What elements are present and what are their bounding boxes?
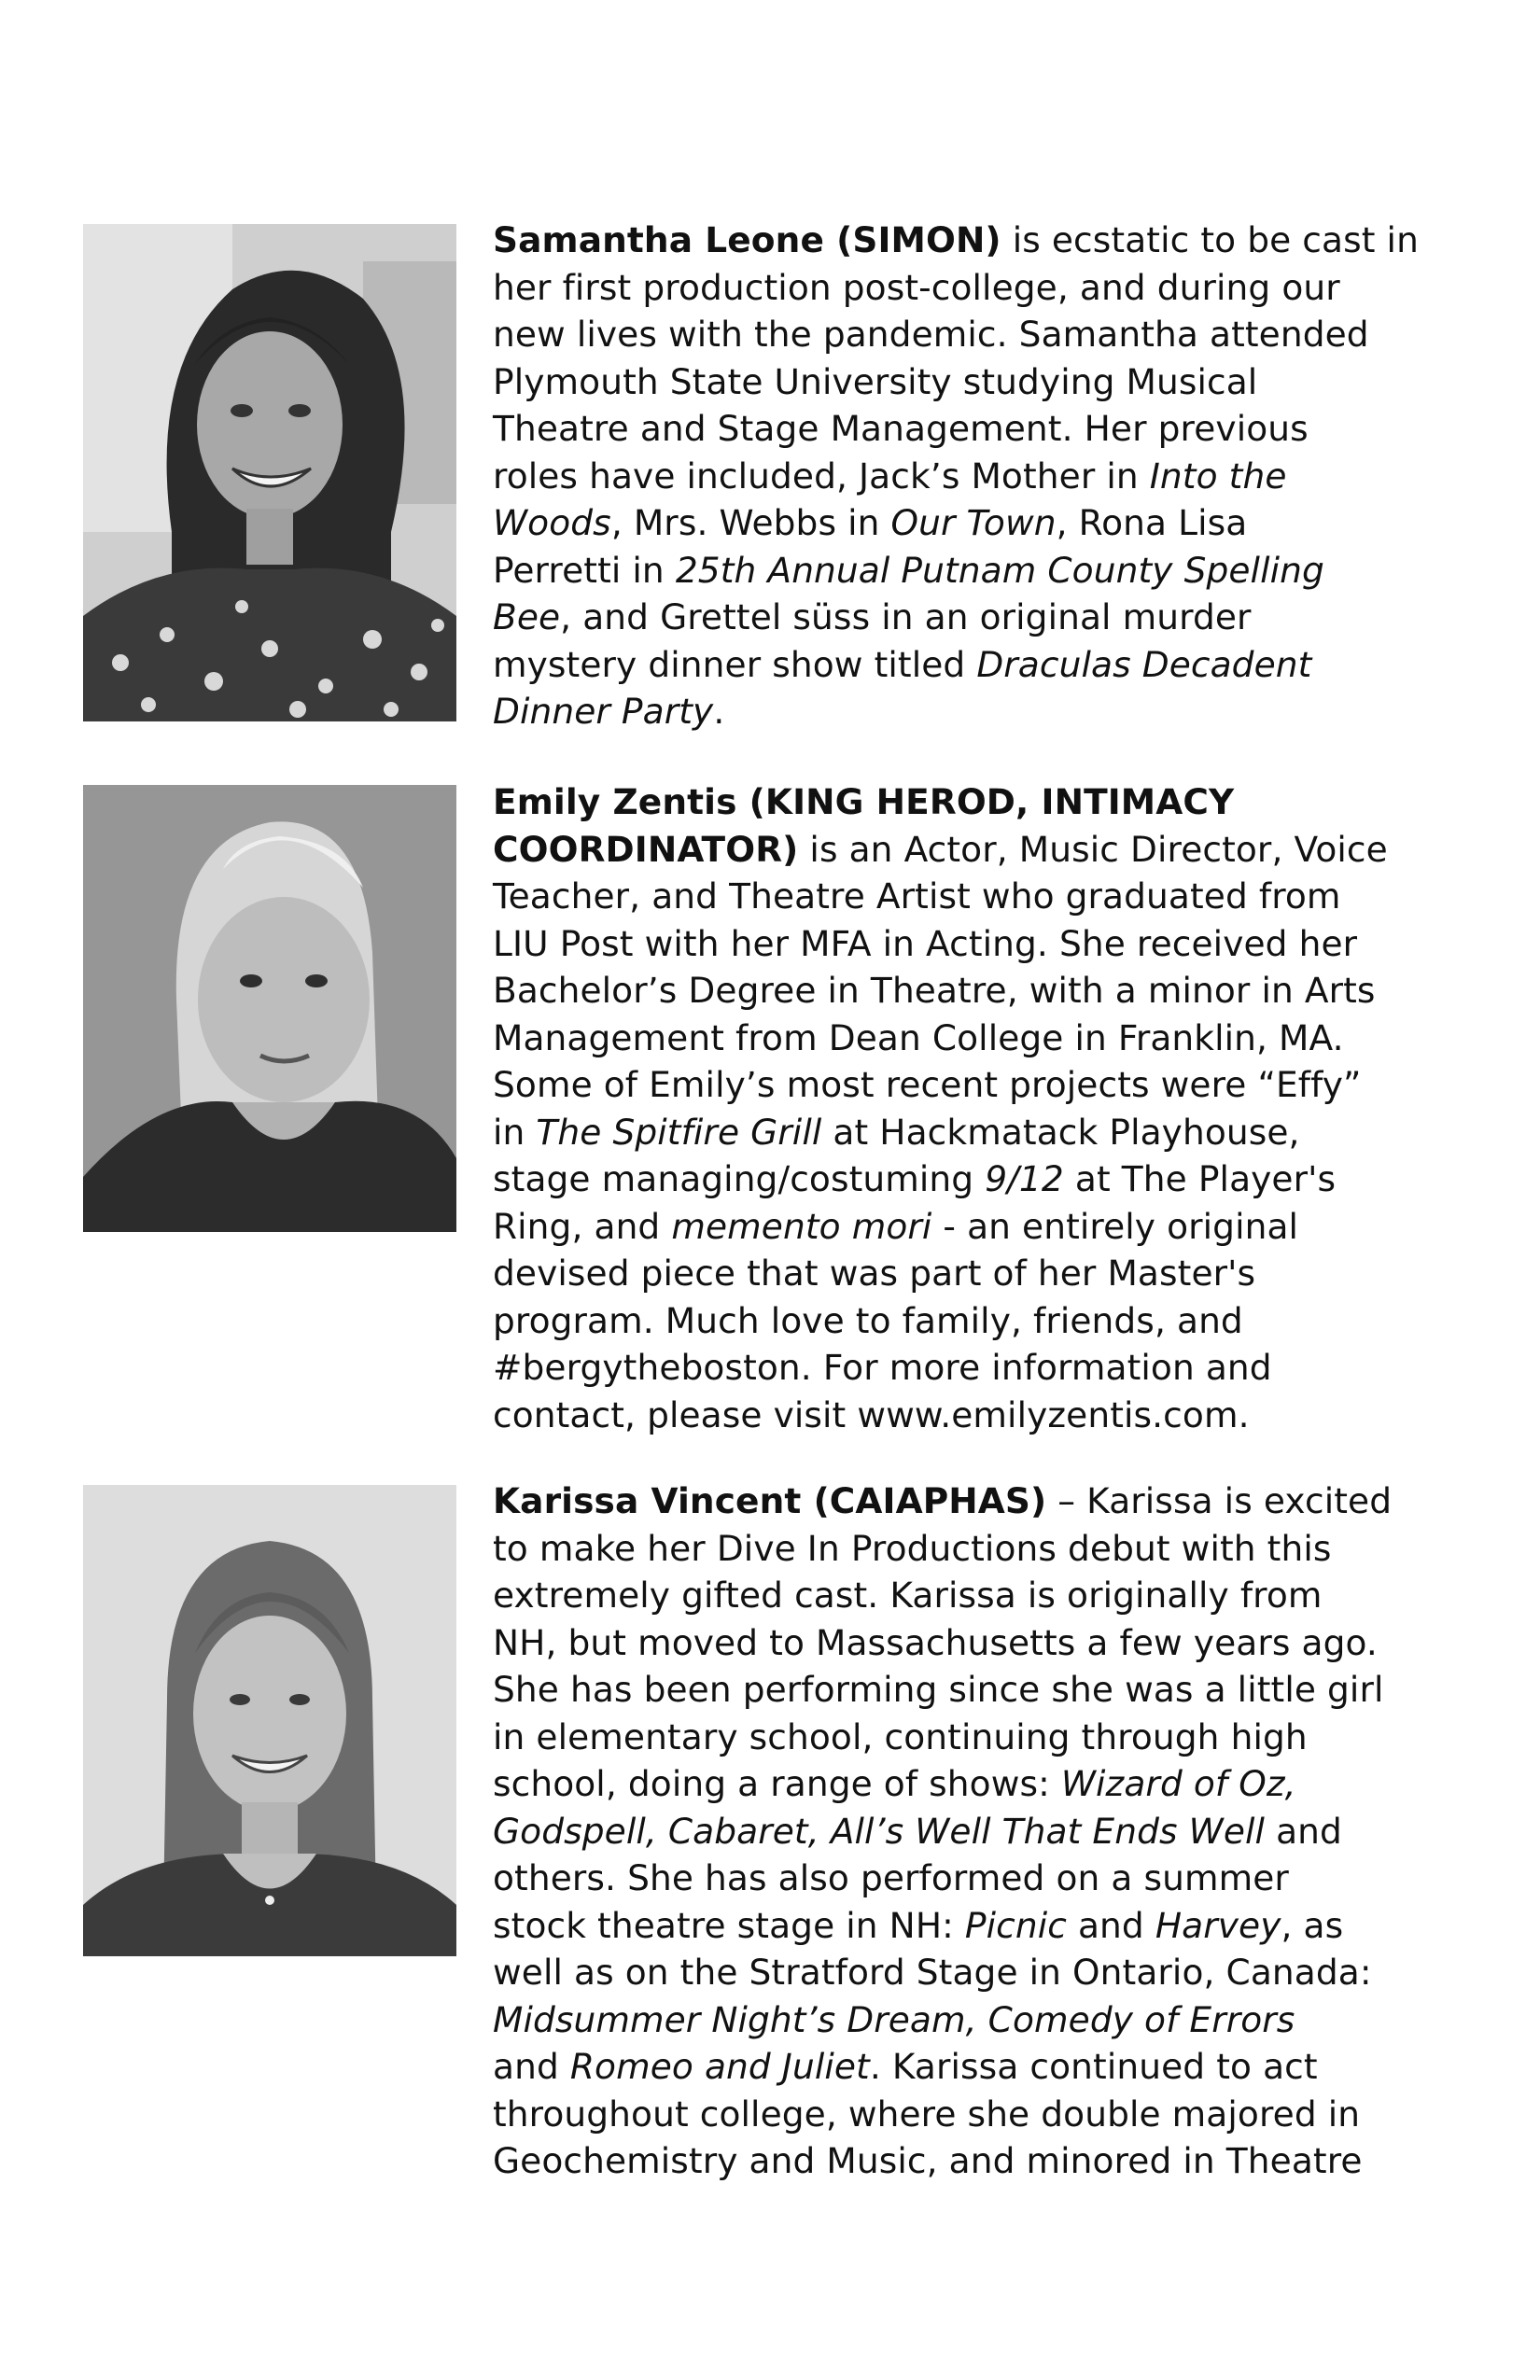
bio-line — [493, 1714, 1463, 1761]
bio-line — [493, 1344, 1463, 1392]
bio-text-run: and — [493, 2046, 570, 2087]
show-title: 25th Annual Putnam County Spelling — [675, 549, 1324, 591]
portrait-photo — [83, 1485, 456, 1956]
bio-text-run: to make her Dive In Productions debut with this — [493, 1527, 1332, 1569]
bio-line — [493, 778, 1463, 826]
bio-text-run: and — [1265, 1810, 1342, 1852]
bio-text-run: Theatre and Stage Management. Her previous — [493, 408, 1309, 449]
bio-text-run: Teacher, and Theatre Artist who graduated from — [493, 875, 1341, 917]
bio-text — [493, 217, 1463, 735]
cast-name: Karissa Vincent (CAIAPHAS) — [493, 1480, 1047, 1521]
bio-line — [493, 264, 1463, 312]
bio-text-run: Some of Emily’s most recent projects were “Effy” — [493, 1064, 1362, 1105]
bio-line — [493, 1808, 1463, 1855]
bio-text-run: NH, but moved to Massachusetts a few years ago. — [493, 1621, 1378, 1663]
bio-line — [493, 217, 1463, 264]
bio-line — [493, 311, 1463, 358]
bio-line — [493, 1392, 1463, 1439]
bio-text-run: extremely gifted cast. Karissa is originally from — [493, 1575, 1323, 1616]
bio-text-run: LIU Post with her MFA in Acting. She received her — [493, 922, 1358, 964]
bio-text-run: in elementary school, continuing through high — [493, 1715, 1308, 1757]
bio-line — [493, 1619, 1463, 1667]
bio-paragraph — [493, 778, 1463, 1438]
bio-line — [493, 1109, 1463, 1156]
bio-line — [493, 2091, 1463, 2138]
bio-line — [493, 547, 1463, 595]
bio-text — [493, 778, 1463, 1438]
bio-text-run: , and Grettel süss in an original murder — [560, 596, 1252, 637]
bio-line — [493, 1155, 1463, 1203]
bio-text — [493, 1477, 1463, 2185]
bio-line — [493, 2043, 1463, 2091]
bio-text-run: Geochemistry and Music, and minored in Theatre — [493, 2140, 1363, 2181]
bio-text-run: Plymouth State University studying Musical — [493, 360, 1258, 402]
show-title: 9/12 — [985, 1158, 1064, 1199]
bio-text-run: contact, please visit www.emilyzentis.com. — [493, 1393, 1250, 1435]
show-title: Romeo and Juliet — [569, 2046, 870, 2087]
bio-line — [493, 1525, 1463, 1573]
cast-name: Samantha Leone (SIMON) — [493, 219, 1001, 260]
bio-text-run: and — [1066, 1904, 1155, 1946]
bio-line — [493, 1250, 1463, 1297]
bio-line — [493, 641, 1463, 689]
show-title: Draculas Decadent — [976, 643, 1312, 685]
bio-text-run: , Mrs. Webbs in — [610, 502, 891, 543]
bio-line — [493, 1949, 1463, 1996]
bio-text-run: well as on the Stratford Stage in Ontario, Canada: — [493, 1952, 1372, 1993]
bio-text-run: Ring, and — [493, 1205, 672, 1247]
bio-text-run: Bachelor’s Degree in Theatre, with a minor in Arts — [493, 970, 1376, 1011]
show-title: Godspell, Cabaret, All’s Well That Ends Well — [493, 1810, 1266, 1852]
portrait-photo — [83, 224, 456, 721]
bio-text-run: new lives with the pandemic. Samantha attended — [493, 314, 1369, 355]
bio-text-run: stock theatre stage in NH: — [493, 1904, 965, 1946]
portrait-karissa-vincent-icon — [83, 1485, 456, 1956]
bio-text-run: school, doing a range of shows: — [493, 1763, 1061, 1804]
bio-text-run: at The Player's — [1063, 1158, 1337, 1199]
bio-text-run: Perretti in — [493, 549, 676, 591]
bio-line — [493, 1902, 1463, 1950]
bio-text-run: devised piece that was part of her Master's — [493, 1253, 1256, 1294]
bio-text-run: is ecstatic to be cast in — [1001, 219, 1419, 260]
bio-line — [493, 1760, 1463, 1808]
bio-line — [493, 920, 1463, 968]
bio-line — [493, 1061, 1463, 1109]
bio-text-run: roles have included, Jack’s Mother in — [493, 455, 1150, 497]
bio-text-run: throughout college, where she double majored in — [493, 2093, 1361, 2135]
bio-line — [493, 453, 1463, 500]
bio-text-run: at Hackmatack Playhouse, — [821, 1111, 1300, 1153]
bio-line — [493, 1203, 1463, 1251]
bio-text-run: is an Actor, Music Director, Voice — [798, 828, 1388, 870]
show-title: Picnic — [964, 1904, 1067, 1946]
bio-line — [493, 1015, 1463, 1062]
cast-name: Emily Zentis (KING HEROD, INTIMACY — [493, 781, 1235, 822]
bio-text-run: Management from Dean College in Franklin, MA. — [493, 1016, 1344, 1058]
bio-text-run: , Rona Lisa — [1056, 502, 1248, 543]
bio-text-run: – Karissa is excited — [1046, 1480, 1393, 1521]
bio-paragraph — [493, 1477, 1463, 2185]
bio-text-run: - an entirely original — [931, 1205, 1299, 1247]
bio-text-run: mystery dinner show titled — [493, 643, 977, 685]
bio-line — [493, 1572, 1463, 1619]
bio-text-run: program. Much love to family, friends, and — [493, 1299, 1243, 1341]
bio-text-run: . Karissa continued to act — [869, 2046, 1318, 2087]
bio-line — [493, 405, 1463, 453]
bio-line — [493, 688, 1463, 735]
bio-line — [493, 1666, 1463, 1714]
bio-line — [493, 594, 1463, 641]
bio-text-run: . — [713, 691, 725, 732]
portrait-photo — [83, 785, 456, 1232]
bio-paragraph — [493, 217, 1463, 735]
bio-text-run: others. She has also performed on a summer — [493, 1857, 1289, 1898]
show-title: Woods — [493, 502, 611, 543]
show-title: Wizard of Oz, — [1060, 1763, 1296, 1804]
show-title: Midsummer Night’s Dream, Comedy of Errors — [493, 1998, 1295, 2040]
show-title: Dinner Party — [493, 691, 714, 732]
bio-line — [493, 1297, 1463, 1345]
bio-text-run: , as — [1281, 1904, 1344, 1946]
show-title: Bee — [493, 596, 561, 637]
bio-line — [493, 1855, 1463, 1902]
bio-line — [493, 1477, 1463, 1525]
bio-line — [493, 873, 1463, 920]
bio-line — [493, 826, 1463, 874]
portrait-emily-zentis-icon — [83, 785, 456, 1232]
bio-text-run: in — [493, 1111, 537, 1153]
show-title: memento mori — [671, 1205, 932, 1247]
show-title: The Spitfire Grill — [536, 1111, 822, 1153]
portrait-samantha-leone-icon — [83, 224, 456, 721]
bio-line — [493, 2137, 1463, 2185]
bio-text-run: She has been performing since she was a little girl — [493, 1669, 1384, 1710]
show-title: Into the — [1149, 455, 1287, 497]
bio-text-run: stage managing/costuming — [493, 1158, 986, 1199]
show-title: Harvey — [1155, 1904, 1281, 1946]
bio-line — [493, 358, 1463, 406]
bio-line — [493, 499, 1463, 547]
bio-text-run: her first production post-college, and during our — [493, 266, 1340, 308]
cast-name: COORDINATOR) — [493, 828, 799, 870]
bio-text-run: #bergytheboston. For more information and — [493, 1347, 1272, 1388]
show-title: Our Town — [890, 502, 1057, 543]
bio-line — [493, 1996, 1463, 2044]
bio-line — [493, 967, 1463, 1015]
